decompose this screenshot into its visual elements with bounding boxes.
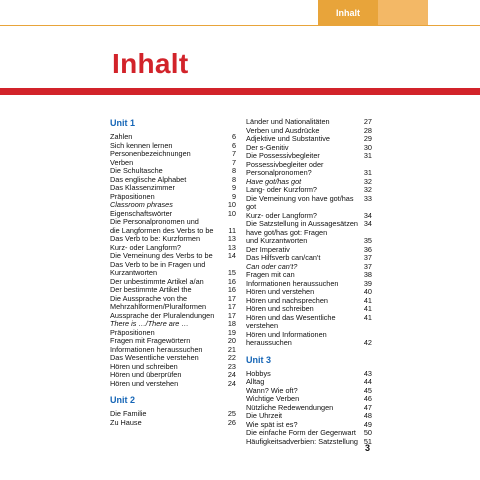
toc-entry-title: Have got/has got bbox=[246, 176, 302, 186]
toc-entry-page: 10 bbox=[227, 200, 236, 209]
page-number: 3 bbox=[365, 443, 371, 453]
toc-entry-page: 47 bbox=[363, 402, 372, 412]
page-title: Inhalt bbox=[112, 48, 189, 79]
toc-entry-title: Länder und Nationalitäten bbox=[246, 117, 330, 126]
toc-entry-page: 18 bbox=[227, 319, 236, 328]
toc-entry-title: Can oder can't? bbox=[246, 261, 298, 271]
toc-entry-page: 26 bbox=[227, 417, 236, 427]
toc-entry-title: Das Hilfsverb can/can't bbox=[246, 253, 321, 262]
toc-entry-page: 13 bbox=[227, 242, 236, 252]
toc-entry-title: Die einfache Form der Gegenwart bbox=[246, 428, 356, 437]
toc-entry-page: 19 bbox=[227, 327, 236, 337]
toc-entry-title: Possessivbegleiter oder bbox=[246, 159, 324, 169]
toc-entry-title: Kurz- oder Langform? bbox=[246, 210, 317, 220]
toc-entry-title: Hören und verstehen bbox=[110, 378, 179, 388]
toc-entry-page: 10 bbox=[227, 208, 236, 218]
toc-entry-title: Die Satzstellung in Aussagesätzen bbox=[246, 219, 358, 228]
toc-entry-title: Der Imperativ bbox=[246, 244, 290, 254]
toc-entry-title: Das Klassenzimmer bbox=[110, 183, 175, 192]
toc-entry-title: Der unbestimmte Artikel a/an bbox=[110, 276, 204, 286]
toc-entry-title: There is …/There are … bbox=[110, 319, 189, 328]
toc-entry-title: Hören und überprüfen bbox=[110, 370, 182, 379]
toc-entry-page: 17 bbox=[227, 310, 236, 320]
toc-entry-page: 17 bbox=[227, 293, 236, 303]
toc-entry-page: 37 bbox=[363, 261, 372, 271]
unit-heading: Unit 1 bbox=[110, 118, 136, 128]
toc-entry-page: 8 bbox=[231, 166, 236, 175]
toc-entry-title: Hören und verstehen bbox=[246, 287, 315, 296]
toc-entry-title: have got/has got: Fragen bbox=[246, 227, 328, 237]
toc-entry-page: 43 bbox=[363, 368, 372, 378]
toc-entry-page: 37 bbox=[363, 253, 372, 262]
toc-entry-title: Mehrzahlformen/Pluralformen bbox=[110, 302, 207, 311]
toc-entry-title: Der s-Genitiv bbox=[246, 142, 289, 152]
toc-entry-title: Sich kennen lernen bbox=[110, 140, 173, 150]
toc-entry-page: 31 bbox=[363, 168, 372, 177]
toc-entry-title: die Langformen des Verbs to be bbox=[110, 225, 214, 235]
toc-entry-title: Das Verb to be in Fragen und bbox=[110, 259, 206, 269]
toc-entry-title: Personalpronomen? bbox=[246, 168, 312, 177]
toc-entry-title: Classroom phrases bbox=[110, 200, 173, 209]
toc-entry-title: Kurz- oder Langform? bbox=[110, 242, 181, 252]
toc-entry-page: 24 bbox=[227, 370, 236, 379]
toc-entry-page: 39 bbox=[363, 278, 372, 288]
toc-entry-title: Die Familie bbox=[110, 409, 147, 418]
toc-entry-page: 25 bbox=[227, 409, 236, 418]
toc-entry-page: 50 bbox=[363, 428, 372, 437]
toc-entry-title: Nützliche Redewendungen bbox=[246, 402, 334, 412]
toc-entry-title: Zahlen bbox=[110, 132, 133, 141]
toc-entry-title: Das Wesentliche verstehen bbox=[110, 353, 199, 362]
toc-entry-page: 17 bbox=[227, 302, 236, 311]
toc-entry-title: Die Uhrzeit bbox=[246, 411, 283, 420]
toc-entry-title: Hören und das Wesentliche verstehen bbox=[246, 312, 336, 330]
toc-entry-title: Die Verneinung von have got/has got bbox=[246, 193, 354, 211]
unit-heading: Unit 2 bbox=[110, 395, 136, 405]
toc-entry-page: 6 bbox=[231, 132, 236, 141]
toc-entry-page: 16 bbox=[227, 285, 236, 294]
toc-entry-title: Hören und Informationen bbox=[246, 329, 327, 339]
toc-entry-title: Die Aussprache von the bbox=[110, 293, 188, 303]
toc-entry[interactable] bbox=[110, 380, 236, 389]
toc-entry-title: Hören und nachsprechen bbox=[246, 295, 328, 305]
toc-entry-title: Fragen mit Fragewörtern bbox=[110, 336, 191, 345]
toc-entry-page: 34 bbox=[363, 219, 372, 228]
toc-entry-page: 9 bbox=[231, 183, 236, 192]
toc-entry-page: 15 bbox=[227, 268, 236, 277]
unit-heading: Unit 3 bbox=[246, 354, 272, 365]
toc-entry-page: 27 bbox=[363, 117, 372, 126]
toc-entry-page: 11 bbox=[228, 225, 236, 235]
toc-entry-page: 41 bbox=[363, 304, 372, 313]
toc-entry-title: Häufigkeitsadverbien: Satzstellung bbox=[246, 436, 358, 446]
toc-entry-title: Informationen heraussuchen bbox=[246, 278, 339, 288]
toc-entry[interactable] bbox=[110, 419, 236, 428]
toc-entry-page: 21 bbox=[227, 344, 236, 354]
toc-entry-page: 13 bbox=[227, 234, 236, 243]
toc-entry-title: Adjektive und Substantive bbox=[246, 134, 330, 143]
toc-entry-title: heraussuchen bbox=[246, 338, 292, 347]
toc-entry-title: Lang- oder Kurzform? bbox=[246, 185, 317, 194]
toc-entry-page: 9 bbox=[231, 191, 236, 201]
toc-entry-title: Die Possessivbegleiter bbox=[246, 151, 320, 160]
toc-entry[interactable] bbox=[246, 314, 372, 331]
toc-entry-page: 42 bbox=[363, 338, 372, 347]
toc-entry-page: 46 bbox=[363, 394, 372, 403]
toc-entry-title: Aussprache der Pluralendungen bbox=[110, 310, 215, 320]
toc-right-column bbox=[246, 118, 372, 446]
toc-entry-title: Informationen heraussuchen bbox=[110, 344, 203, 354]
toc-entry[interactable] bbox=[246, 195, 372, 212]
toc-left-column bbox=[110, 118, 236, 427]
toc-entry-title: Eigenschaftswörter bbox=[110, 208, 173, 218]
toc-entry-page: 23 bbox=[227, 361, 236, 371]
toc-entry-page: 7 bbox=[231, 157, 236, 167]
section-tab-extension bbox=[378, 0, 428, 25]
toc-entry-page: 31 bbox=[363, 151, 372, 160]
toc-entry-page: 49 bbox=[363, 419, 372, 429]
toc-entry-title: Hören und schreiben bbox=[110, 361, 178, 371]
toc-entry-page: 36 bbox=[363, 244, 372, 254]
toc-entry-page: 41 bbox=[363, 312, 372, 322]
toc-entry-title: Alltag bbox=[246, 377, 265, 386]
toc-entry-page: 32 bbox=[363, 176, 372, 186]
toc-entry-title: Hobbys bbox=[246, 368, 271, 378]
toc-entry-page: 8 bbox=[231, 174, 236, 184]
title-divider bbox=[0, 88, 480, 95]
toc-entry-page: 6 bbox=[231, 140, 236, 150]
toc-entry-title: Präpositionen bbox=[110, 191, 155, 201]
toc-entry-page: 45 bbox=[363, 385, 372, 395]
top-header-bar bbox=[0, 0, 480, 26]
toc-entry-title: Wichtige Verben bbox=[246, 394, 300, 403]
toc-entry-page: 35 bbox=[363, 236, 372, 245]
toc-entry[interactable] bbox=[246, 438, 372, 447]
toc-entry-page: 34 bbox=[363, 210, 372, 220]
toc-entry-title: Hören und schreiben bbox=[246, 304, 314, 313]
toc-entry-title: Das englische Alphabet bbox=[110, 174, 187, 184]
section-tab: Inhalt bbox=[318, 0, 378, 25]
toc-entry-page: 22 bbox=[227, 353, 236, 362]
toc-entry-page: 14 bbox=[227, 251, 236, 260]
toc-entry-title: und Kurzantworten bbox=[246, 236, 308, 245]
toc-entry-title: Präpositionen bbox=[110, 327, 155, 337]
toc-entry-page: 51 bbox=[363, 436, 372, 446]
toc-entry-page: 32 bbox=[363, 185, 372, 194]
toc-entry-page: 28 bbox=[363, 125, 372, 135]
toc-entry-page: 24 bbox=[227, 378, 236, 388]
toc-entry-page: 16 bbox=[227, 276, 236, 286]
toc-entry-page: 38 bbox=[363, 270, 372, 279]
toc-entry-title: Wann? Wie oft? bbox=[246, 385, 298, 395]
toc-entry-title: Der bestimmte Artikel the bbox=[110, 285, 192, 294]
toc-entry-title: Personenbezeichnungen bbox=[110, 149, 191, 158]
toc-entry-page: 40 bbox=[363, 287, 372, 296]
toc-entry-page: 44 bbox=[363, 377, 372, 386]
toc-entry-title: Verben bbox=[110, 157, 134, 167]
toc-entry-page: 29 bbox=[363, 134, 372, 143]
toc-entry-title: Die Personalpronomen und bbox=[110, 217, 199, 226]
toc-entry-title: Zu Hause bbox=[110, 417, 142, 427]
toc-entry-page: 48 bbox=[363, 411, 372, 420]
toc-entry-title: Wie spät ist es? bbox=[246, 419, 298, 429]
toc-entry-title: Das Verb to be: Kurzformen bbox=[110, 234, 201, 243]
toc-entry-page: 41 bbox=[363, 295, 372, 305]
toc-entry[interactable] bbox=[246, 339, 372, 348]
toc-entry-title: Fragen mit can bbox=[246, 270, 295, 279]
toc-entry-title: Verben und Ausdrücke bbox=[246, 125, 320, 135]
toc-entry-page: 33 bbox=[363, 193, 372, 203]
toc-entry-title: Die Verneinung des Verbs to be bbox=[110, 251, 213, 260]
toc-entry-title: Kurzantworten bbox=[110, 268, 158, 277]
toc-entry-page: 20 bbox=[227, 336, 236, 345]
toc-entry-page: 7 bbox=[231, 149, 236, 158]
toc-entry-title: Die Schultasche bbox=[110, 166, 163, 175]
toc-entry[interactable] bbox=[246, 370, 372, 379]
toc-entry-page: 30 bbox=[363, 142, 372, 152]
